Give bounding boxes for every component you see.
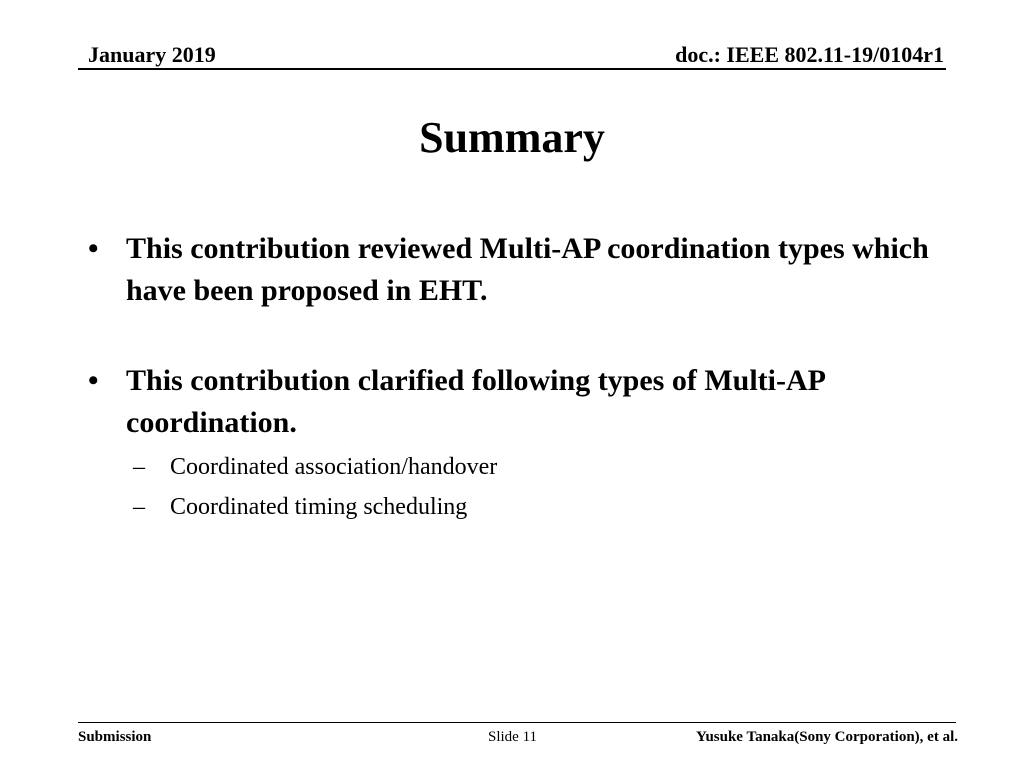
footer-divider xyxy=(78,722,956,723)
footer-author: Yusuke Tanaka(Sony Corporation), et al. xyxy=(695,729,958,745)
bullet-marker: • xyxy=(88,364,99,397)
sub-bullet-text: Coordinated timing scheduling xyxy=(170,494,468,520)
sub-bullet-item xyxy=(133,452,497,482)
header-doc-id: doc.: IEEE 802.11-19/0104r1 xyxy=(675,42,944,67)
footer-slide-number: Slide 11 xyxy=(488,729,538,745)
slide-title: Summary xyxy=(419,113,605,162)
bullet-text: This contribution clarified following types of Multi-AP coordination. xyxy=(126,364,825,439)
bullet-text: This contribution reviewed Multi-AP coordination types which have been proposed in EHT. xyxy=(126,232,929,307)
sub-bullet-text: Coordinated association/handover xyxy=(170,454,498,480)
header-divider xyxy=(78,68,946,70)
bullet-marker: • xyxy=(88,232,99,265)
header-date: January 2019 xyxy=(88,42,216,67)
bullet-item xyxy=(88,360,958,444)
sub-bullet-marker: – xyxy=(133,454,145,480)
footer-submission: Submission xyxy=(78,729,152,745)
sub-bullet-item xyxy=(133,492,467,522)
bullet-item xyxy=(88,228,958,312)
sub-bullet-marker: – xyxy=(133,494,145,520)
